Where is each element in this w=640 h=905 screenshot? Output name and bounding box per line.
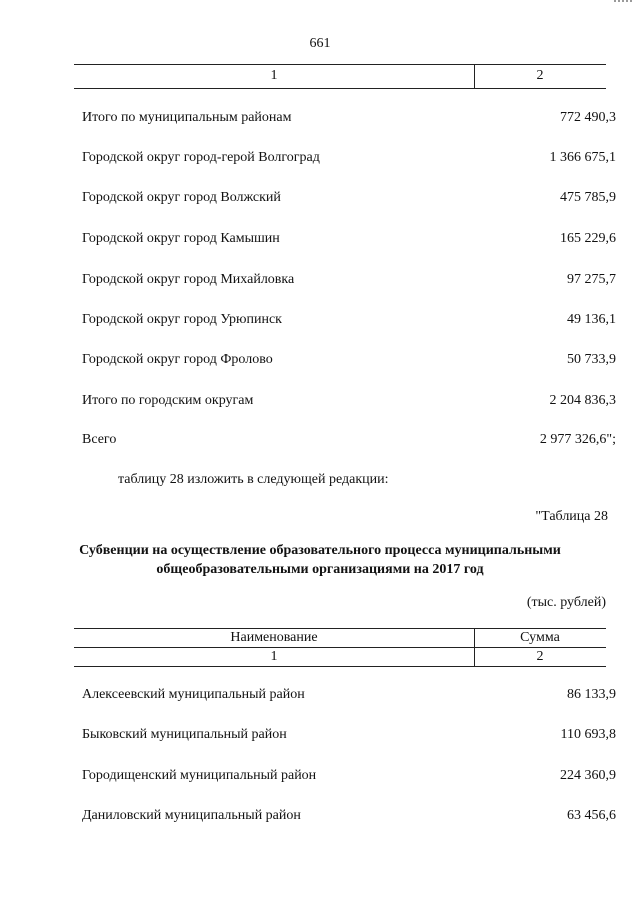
table1-col2-header: 2 [536,68,544,83]
table1-header-rule [74,88,606,89]
table-reference: "Таблица 28 [535,509,608,524]
table1-row-value: 49 136,1 [567,312,616,327]
table1-row-label: Городской округ город-герой Волгоград [82,150,320,165]
table1-row-value: 772 490,3 [560,110,616,125]
table2-row-label: Алексеевский муниципальный район [82,687,305,702]
table1-row-value: 50 733,9 [567,352,616,367]
table2-col1-header: 1 [270,649,278,664]
page-number: 661 [309,36,331,51]
table2-top-rule [74,628,606,629]
table2-row-value: 63 456,6 [567,808,616,823]
table1-row-label: Итого по городским округам [82,393,254,408]
table1-row-value: 475 785,9 [560,190,616,205]
table2-number-rule [74,666,606,667]
table1-row-label: Городской округ город Волжский [82,190,281,205]
table1-row-label: Городской округ город Фролово [82,352,273,367]
table1-row-value: 2 977 326,6"; [539,432,616,447]
scan-specks [614,0,632,12]
table1-row-value: 97 275,7 [567,272,616,287]
table1-top-rule [74,64,606,65]
instruction-text: таблицу 28 изложить в следующей редакции: [118,472,389,487]
table-title-line1: Субвенции на осуществление образовательного процесса муниципальными [79,543,561,558]
table1-row-label: Всего [82,432,117,447]
table1-row-label: Городской округ город Михайловка [82,272,295,287]
table2-header-sum: Сумма [520,630,560,645]
table1-row-value: 1 366 675,1 [549,150,616,165]
table1-row-label: Городской округ город Урюпинск [82,312,282,327]
table1-row-value: 2 204 836,3 [549,393,616,408]
table1-row-value: 165 229,6 [560,231,616,246]
table2-row-value: 110 693,8 [560,727,616,742]
table2-row-value: 86 133,9 [567,687,616,702]
table1-col1-header: 1 [270,68,278,83]
table2-header-name: Наименование [230,630,318,645]
units-label: (тыс. рублей) [526,595,606,610]
table1-row-label: Итого по муниципальным районам [82,110,292,125]
table1-row-label: Городской округ город Камышин [82,231,280,246]
table2-col2-header: 2 [536,649,544,664]
table2-header-rule [74,647,606,648]
table2-row-label: Городищенский муниципальный район [82,768,317,783]
table2-row-label: Даниловский муниципальный район [82,808,301,823]
table2-row-value: 224 360,9 [560,768,616,783]
table2-row-label: Быковский муниципальный район [82,727,287,742]
table-title-line2: общеобразовательными организациями на 2017 год [156,562,484,577]
